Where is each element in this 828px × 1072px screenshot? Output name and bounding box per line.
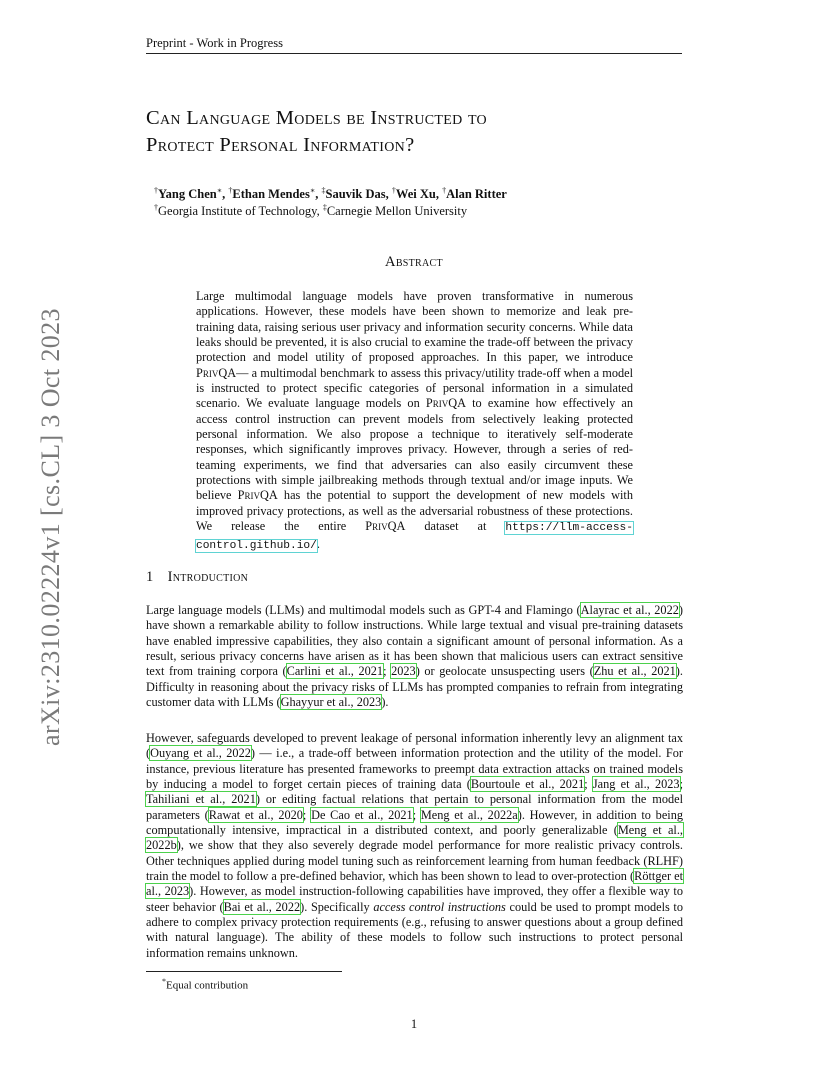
author-name: Wei Xu bbox=[395, 187, 436, 202]
citation-link[interactable]: Zhu et al., 2021 bbox=[593, 664, 676, 679]
affiliation-cmu: Carnegie Mellon University bbox=[326, 204, 468, 219]
citation-link[interactable]: De Cao et al., 2021 bbox=[311, 807, 413, 822]
author-mark: † bbox=[442, 186, 447, 195]
body-text: ) — i.e., a trade-off between information protection and the utility of the model. For instance, previous literature has presented frameworks to preempt data extraction attacks on trained models by inducing a model to forget certain pieces of training data ( bbox=[146, 746, 684, 792]
body-text: ). Specifically bbox=[300, 899, 374, 914]
benchmark-name: PrivQA bbox=[425, 396, 466, 411]
footnote-text: Equal contribution bbox=[166, 979, 249, 992]
affiliation-mark: ‡ bbox=[322, 203, 327, 212]
page-number: 1 bbox=[410, 1017, 418, 1031]
author-mark: † bbox=[228, 186, 233, 195]
body-text: ) have shown a remarkable ability to follow instructions. While large textual and visual pre-training datasets have enabled impressive capabilities, they also contain a significant amount of personal information. As a result, serious privacy concerns have arisen as it has been shown that malicious users can extract sensitive text from training corpora ( bbox=[146, 603, 683, 679]
arxiv-identifier-stamp: arXiv:2310.02224v1 [cs.CL] 3 Oct 2023 bbox=[36, 308, 65, 746]
title-line-1: Can Language Models be Instructed to bbox=[146, 107, 487, 129]
body-text: ; bbox=[584, 777, 593, 792]
citation-link[interactable]: Alayrac et al., 2022 bbox=[580, 603, 679, 617]
benchmark-name: PrivQA bbox=[237, 488, 278, 503]
citation-link[interactable]: Ouyang et al., 2022 bbox=[150, 746, 251, 761]
abstract-text: has the potential to support the development of new models with improved privacy protections, as well as the adversarial robustness of these protections. We release the entire bbox=[196, 488, 633, 534]
title-line-2: Protect Personal Information? bbox=[146, 134, 415, 156]
footnote-divider bbox=[146, 971, 342, 972]
body-text: ; bbox=[383, 664, 392, 679]
author-mark: † bbox=[391, 186, 396, 195]
citation-link[interactable]: Meng et al., 2022a bbox=[420, 807, 518, 822]
body-text: ) or editing factual relations that pertain to personal information from the model parameters ( bbox=[146, 792, 683, 822]
citation-link[interactable]: Bai et al., 2022 bbox=[223, 899, 301, 914]
citation-link[interactable]: Ghayyur et al., 2023 bbox=[280, 695, 382, 710]
affiliation-gatech: Georgia Institute of Technology, bbox=[158, 204, 323, 219]
abstract-text: dataset at bbox=[405, 519, 506, 534]
intro-paragraph-1 bbox=[146, 603, 683, 710]
citation-link[interactable]: Röttger et al., 2023 bbox=[146, 869, 684, 899]
body-text: ), we show that they also severely degrade model performance for more realistic privacy controls. Other techniques applied during model tuning such as reinforcement learning from human feedback (RLHF) train the model to follow a pre-defined behavior, which has been shown to lead to over-protection ( bbox=[146, 838, 683, 884]
author-mark: † bbox=[154, 186, 158, 195]
citation-link[interactable]: Bourtoule et al., 2021 bbox=[470, 777, 585, 792]
citation-link[interactable]: 2023 bbox=[391, 664, 416, 679]
citation-link[interactable]: Rawat et al., 2020 bbox=[208, 807, 303, 822]
paper-title bbox=[146, 105, 706, 159]
citation-link[interactable]: Tahiliani et al., 2021 bbox=[146, 792, 256, 807]
abstract-heading: Abstract bbox=[385, 254, 443, 270]
section-number: 1 bbox=[146, 569, 154, 585]
intro-paragraph-2 bbox=[146, 731, 683, 961]
body-text: could be used to prompt models to adhere to complex privacy protection requirements (e.g., refusing to answer questions about a group defined with natural language). The ability of these models to follow such instructions to protect personal information remains unknown. bbox=[146, 899, 683, 960]
abstract-text: Large multimodal language models have proven transformative in numerous applications. However, these models have been shown to memorize and leak pre-training data, raising serious user privacy and information security concerns. While data leaks should be prevented, it is also crucial to examine the trade-off between the privacy protection and model utility of proposed approaches. In this paper, we introduce bbox=[196, 289, 633, 365]
body-text: ; bbox=[302, 807, 312, 822]
author-list: †Yang Chen∗, †Ethan Mendes∗, ‡Sauvik Das, †Wei Xu, †Alan Ritter bbox=[154, 186, 507, 202]
body-text: ). However, in addition to being computationally intensive, impractical in a distributed context, and poorly generalizable ( bbox=[146, 807, 684, 838]
citation-link[interactable]: Meng et al., 2022b bbox=[146, 823, 683, 853]
author-name: Ethan Mendes bbox=[232, 187, 310, 202]
equal-contribution-mark: ∗ bbox=[216, 186, 223, 195]
emphasized-term: access control instructions bbox=[373, 899, 506, 914]
author-name: Yang Chen bbox=[158, 187, 217, 202]
body-text: ) or geolocate unsuspecting users ( bbox=[415, 664, 594, 679]
abstract-text: to examine how effectively an access control instruction can prevent models from selectively leaking protected personal information. We also propose a technique to iteratively self-moderate responses, which significantly improves privacy. However, through a series of red-teaming experiments, we find that adversaries can also easily circumvent these protections with simple jailbreaking methods through textual and/or image inputs. We believe bbox=[196, 396, 634, 503]
abstract-body bbox=[196, 289, 633, 554]
body-text: Large language models (LLMs) and multimodal models such as GPT-4 and Flamingo ( bbox=[146, 603, 581, 617]
body-text: ). Difficulty in reasoning about the privacy risks of LLMs has prompted companies to refrain from integrating customer data with LLMs ( bbox=[146, 664, 683, 710]
citation-link[interactable]: Jang et al., 2023 bbox=[592, 777, 680, 792]
abstract-text: — a multimodal benchmark to assess this privacy/utility trade-off when a model is instructed to protect specific categories of personal information in a simulated scenario. We evaluate language models on bbox=[196, 365, 633, 411]
section-heading-introduction bbox=[146, 569, 248, 586]
benchmark-name: PrivQA bbox=[365, 519, 406, 534]
affiliation-mark: † bbox=[154, 203, 158, 212]
author-name: Alan Ritter bbox=[446, 187, 507, 202]
author-name: Sauvik Das bbox=[325, 187, 386, 202]
body-text: ). However, as model instruction-following capabilities have improved, they offer a flexible way to steer behavior ( bbox=[146, 884, 683, 914]
body-text: ). bbox=[381, 695, 389, 710]
running-header: Preprint - Work in Progress bbox=[146, 36, 682, 54]
benchmark-name: PrivQA bbox=[196, 365, 237, 380]
equal-contribution-mark: ∗ bbox=[309, 186, 316, 195]
author-mark: ‡ bbox=[321, 186, 326, 195]
dataset-url-link[interactable]: https://llm-access-control.github.io/ bbox=[196, 522, 633, 552]
body-text: ; bbox=[412, 807, 421, 822]
footnote-mark: * bbox=[162, 977, 166, 986]
body-text: ; bbox=[679, 777, 683, 792]
body-text: However, safeguards developed to prevent leakage of personal information inherently levy an alignment tax ( bbox=[146, 731, 683, 761]
footnote bbox=[162, 977, 248, 992]
section-title: Introduction bbox=[167, 569, 249, 585]
abstract-text: . bbox=[316, 536, 320, 551]
affiliations bbox=[154, 199, 467, 220]
citation-link[interactable]: Carlini et al., 2021 bbox=[286, 664, 384, 679]
